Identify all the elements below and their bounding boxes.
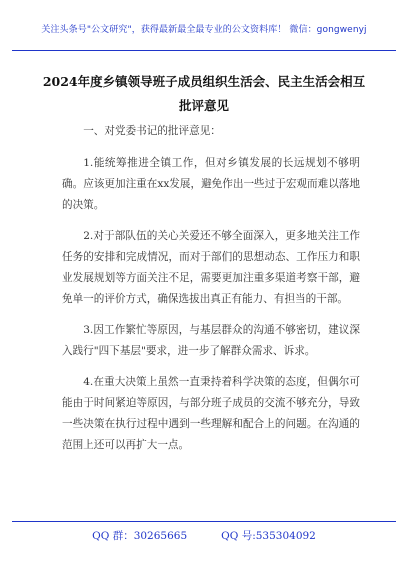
footer-qq-number: QQ 号:535304092 [221, 530, 316, 542]
header-divider [12, 50, 396, 51]
header-banner: 关注头条号"公文研究"，获得最新最全最专业的公文资料库！ 微信：gongwenyj [41, 25, 367, 35]
criticism-item-1: 1.能统筹推进全镇工作，但对乡镇发展的长远规划不够明确。应该更加注重在xx发展，避免作出一些过于宏观而难以落地的决策。 [62, 157, 360, 211]
footer [0, 528, 408, 543]
criticism-item-3: 3.因工作繁忙等原因，与基层群众的沟通不够密切，建议深入践行"四下基层"要求，进一步了解群众需求、诉求。 [62, 324, 360, 357]
section-heading: 一、对党委书记的批评意见： [83, 125, 221, 137]
document-body [62, 121, 360, 466]
document-title: 2024年度乡镇领导班子成员组织生活会、民主生活会相互批评意见 [42, 74, 366, 113]
footer-divider [12, 521, 396, 522]
footer-qq-group: QQ 群：30265665 [92, 530, 188, 542]
criticism-item-4: 4.在重大决策上虽然一直秉持着科学决策的态度，但偶尔可能由于时间紧迫等原因，与部分班子成员的交流不够充分，导致一些决策在执行过程中遇到一些理解和配合上的问题。在沟通的范围上还可以再扩大一点。 [62, 376, 360, 451]
criticism-item-2: 2.对于部队伍的关心关爱还不够全面深入，更多地关注工作任务的安排和完成情况，而对于部们的思想动态、工作压力和职业发展规划等方面关注不足，需要更加注重多渠道考察干部，避免单一的评价方式，确保选拔出真正有能力、有担当的干部。 [62, 230, 360, 305]
